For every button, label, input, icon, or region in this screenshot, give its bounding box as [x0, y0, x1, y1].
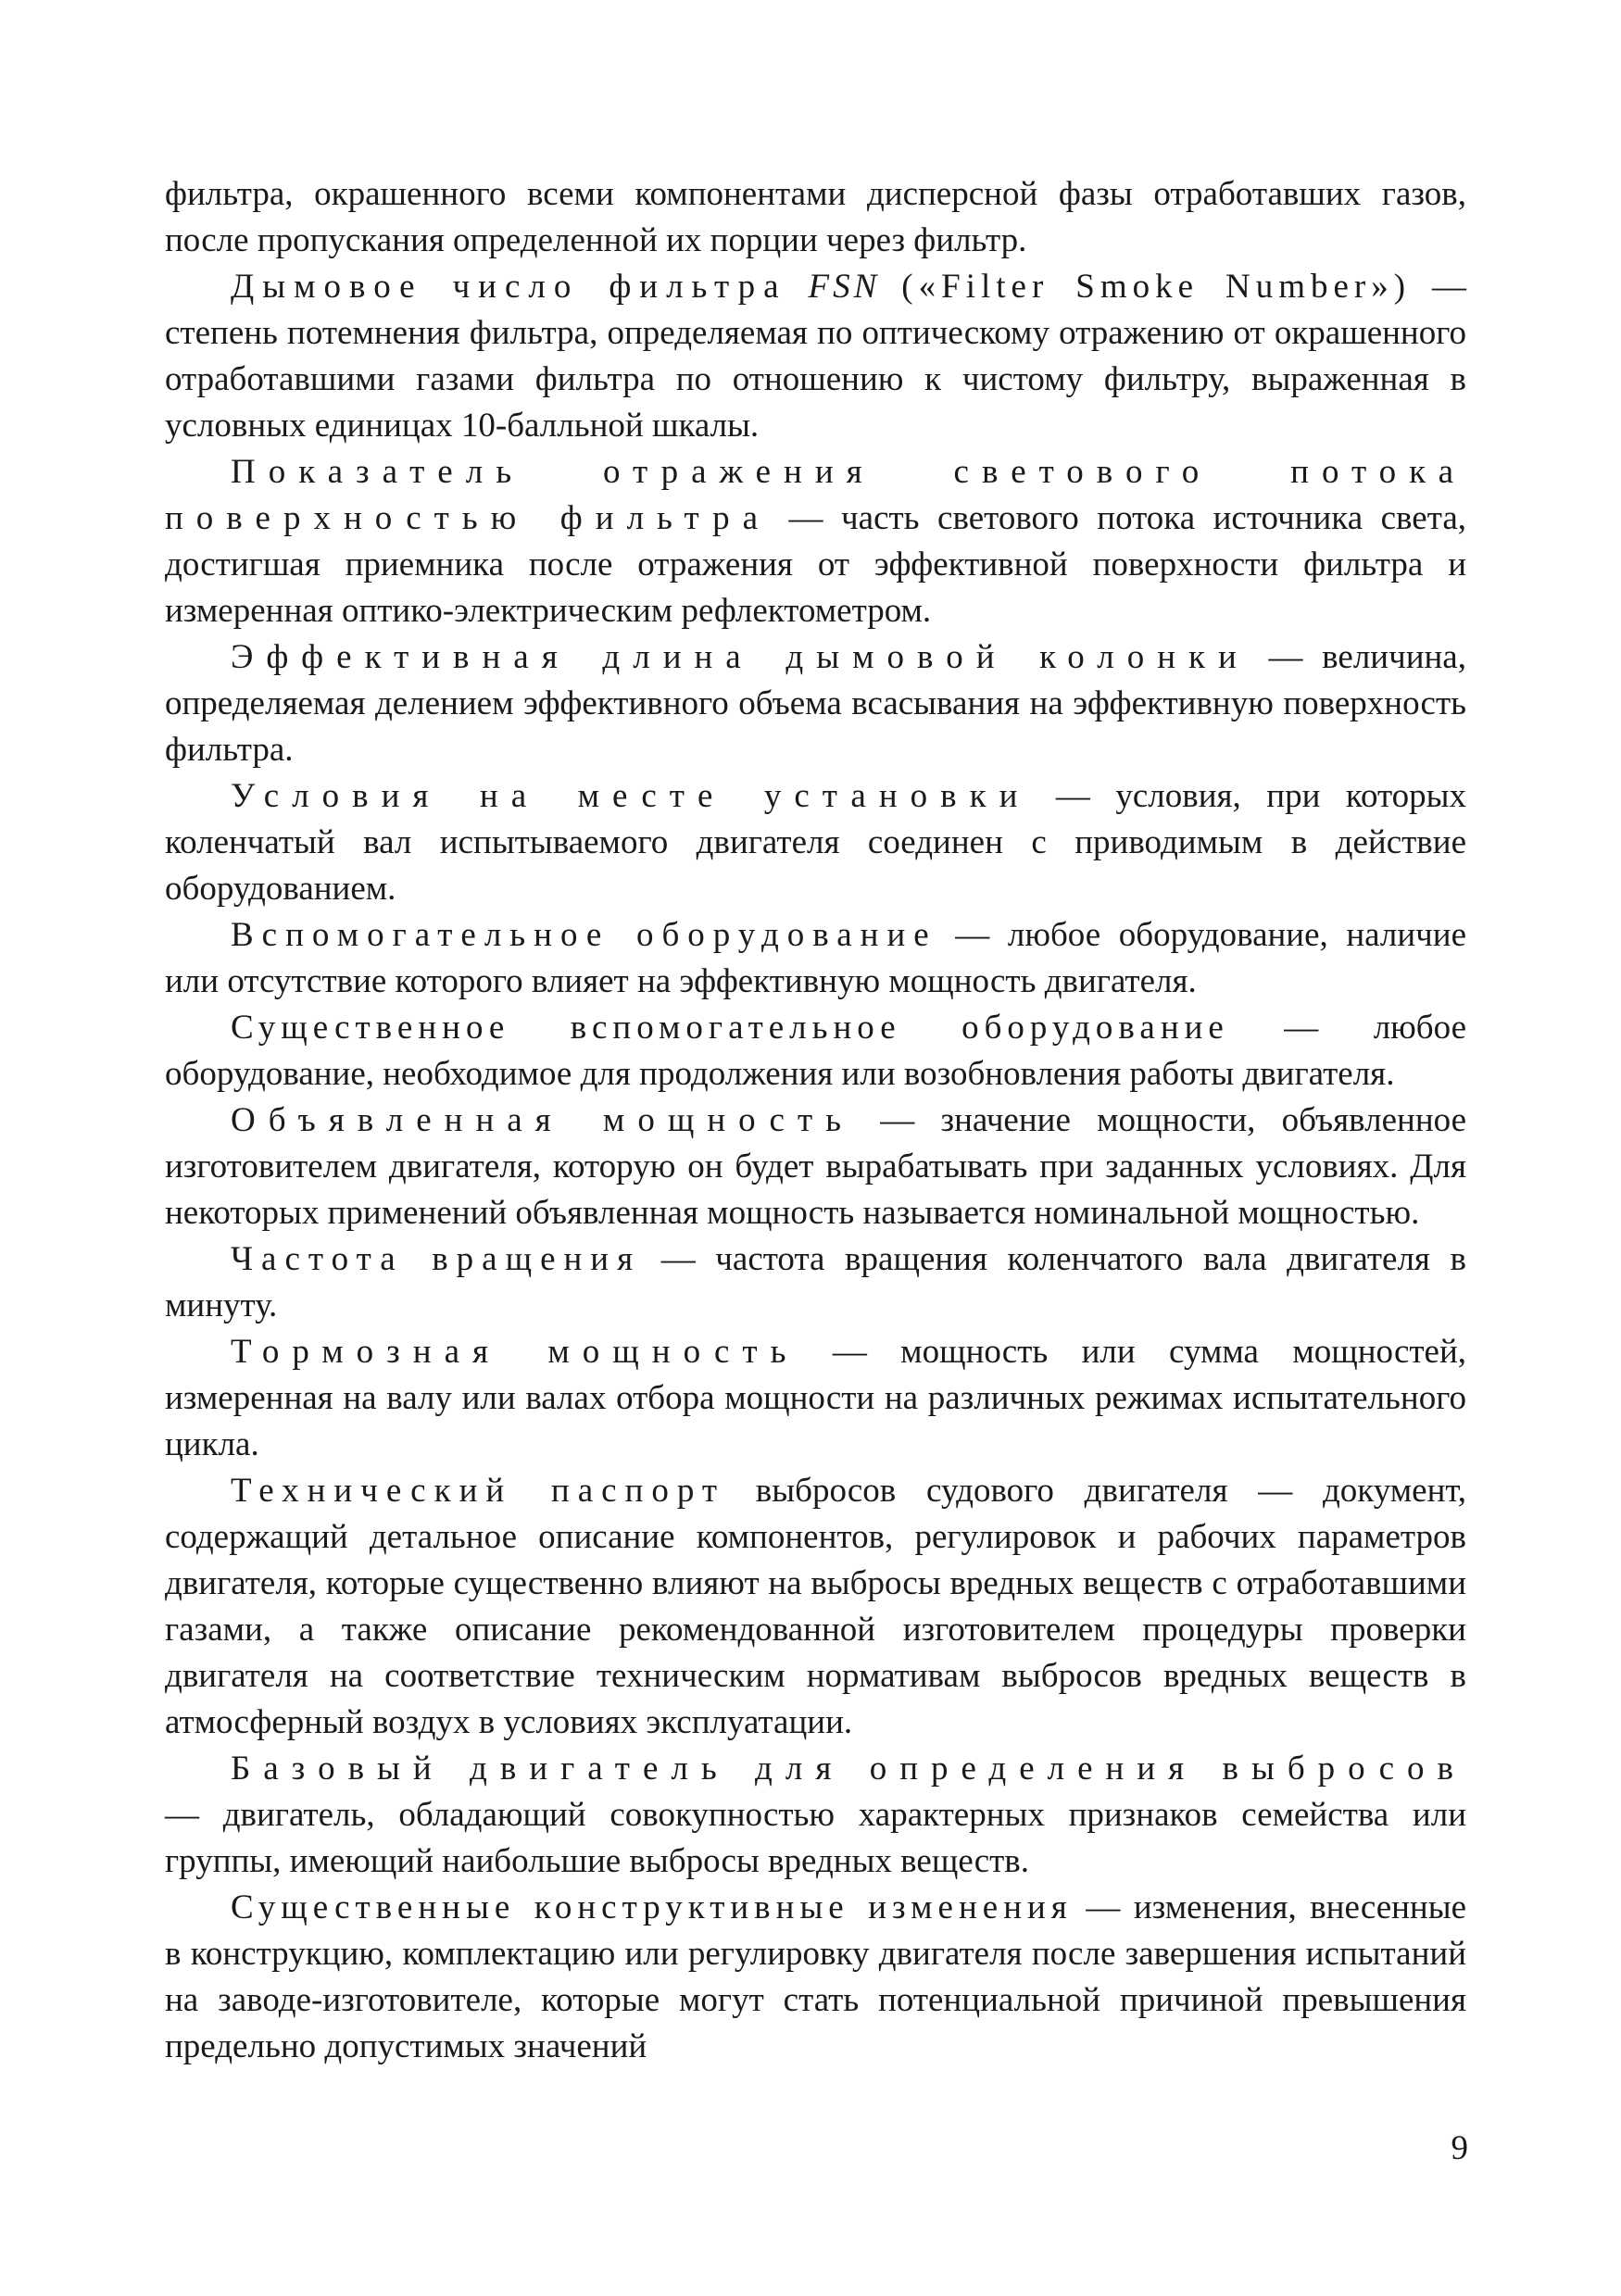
definition-parent-engine	[165, 1746, 1466, 1885]
definition-text: — любое оборудование, необходимое для продолжения или возобновления работы двигателя.	[165, 1009, 1466, 1093]
definition-brake-power	[165, 1329, 1466, 1468]
definition-substantial-modifications	[165, 1885, 1466, 2070]
paragraph-text: фильтра, окрашенного всеми компонентами дисперсной фазы отработавших газов, после пропускания определенной их порции через фильтр.	[165, 175, 1466, 259]
definition-fsn	[165, 264, 1466, 449]
definition-text: — изменения, внесенные в конструкцию, комплектацию или регулировку двигателя после завершения испытаний на заводе-изготовителе, которые могут стать потенциальной причиной превышения предельно допустимых значений	[165, 1888, 1467, 2065]
definition-auxiliary-equipment	[165, 912, 1466, 1005]
definition-term: Вспомогательное оборудование	[231, 916, 937, 954]
definition-term: Частота вращения	[231, 1240, 642, 1278]
abbreviation: FSN	[808, 268, 881, 306]
definition-text: — мощность или сумма мощностей, измеренная на валу или валах отбора мощности на различных режимах испытательного цикла.	[165, 1333, 1467, 1463]
definition-rotation-speed	[165, 1236, 1466, 1329]
definition-text: выбросов судового двигателя — документ, содержащий детальное описание компонентов, регулировок и рабочих параметров двигателя, которые существенно влияют на выбросы вредных веществ с отработавшими газами, а также описание рекомендованной изготовителем процедуры проверки двигателя на соответствие техническим нормативам выбросов вредных веществ в атмосферный воздух в условиях эксплуатации.	[165, 1472, 1467, 1741]
definition-term: Дымовое число фильтра	[231, 268, 787, 306]
definition-text: — любое оборудование, наличие или отсутствие которого влияет на эффективную мощность двигателя.	[165, 916, 1466, 1000]
definition-term: Существенные конструктивные изменения	[231, 1888, 1073, 1926]
definition-essential-auxiliary-equipment	[165, 1005, 1466, 1098]
definition-reflection-index	[165, 449, 1466, 634]
definition-term: Тормозная мощность	[231, 1333, 799, 1371]
definition-text: — часть светового потока источника света, достигшая приемника после отражения от эффективной поверхности фильтра и измеренная оптико-электрическим рефлектометром.	[165, 499, 1467, 630]
definition-term: Эффективная длина дымовой колонки	[231, 638, 1250, 676]
definition-text: — частота вращения коленчатого вала двигателя в минуту.	[165, 1240, 1466, 1324]
definition-site-conditions	[165, 773, 1466, 912]
page-number: 9	[1451, 2129, 1468, 2167]
definition-term: Показатель отражения светового потока поверхностью фильтра	[165, 453, 1466, 537]
definition-declared-power	[165, 1098, 1466, 1236]
definition-smoke-column-length	[165, 634, 1466, 773]
definition-term: Существенное вспомогательное оборудование	[231, 1009, 1229, 1047]
definition-term: Условия на месте установки	[231, 777, 1031, 815]
abbreviation-expansion: («Filter Smoke Number»)	[901, 268, 1412, 306]
paragraph-continuation	[165, 171, 1466, 264]
definition-text: — значение мощности, объявленное изготовителем двигателя, которую он будет вырабатывать при заданных условиях. Для некоторых применений объявленная мощность называется номинальной мощностью.	[165, 1101, 1466, 1232]
definition-text: — условия, при которых коленчатый вал испытываемого двигателя соединен с приводимым в действие оборудованием.	[165, 777, 1466, 908]
definition-term: Технический паспорт	[231, 1472, 726, 1510]
definition-term: Базовый двигатель для определения выбросов	[231, 1750, 1466, 1788]
definition-text: — степень потемнения фильтра, определяемая по оптическому отражению от окрашенного отработавшими газами фильтра по отношению к чистому фильтру, выраженная в условных единицах 10-балльной шкалы.	[165, 268, 1467, 445]
definition-text: — величина, определяемая делением эффективного объема всасывания на эффективную поверхность фильтра.	[165, 638, 1466, 769]
definition-text: — двигатель, обладающий совокупностью характерных признаков семейства или группы, имеющий наибольшие выбросы вредных веществ.	[165, 1796, 1466, 1880]
body-text	[165, 171, 1466, 2070]
definition-term: Объявленная мощность	[231, 1101, 855, 1139]
definition-technical-file	[165, 1468, 1466, 1746]
